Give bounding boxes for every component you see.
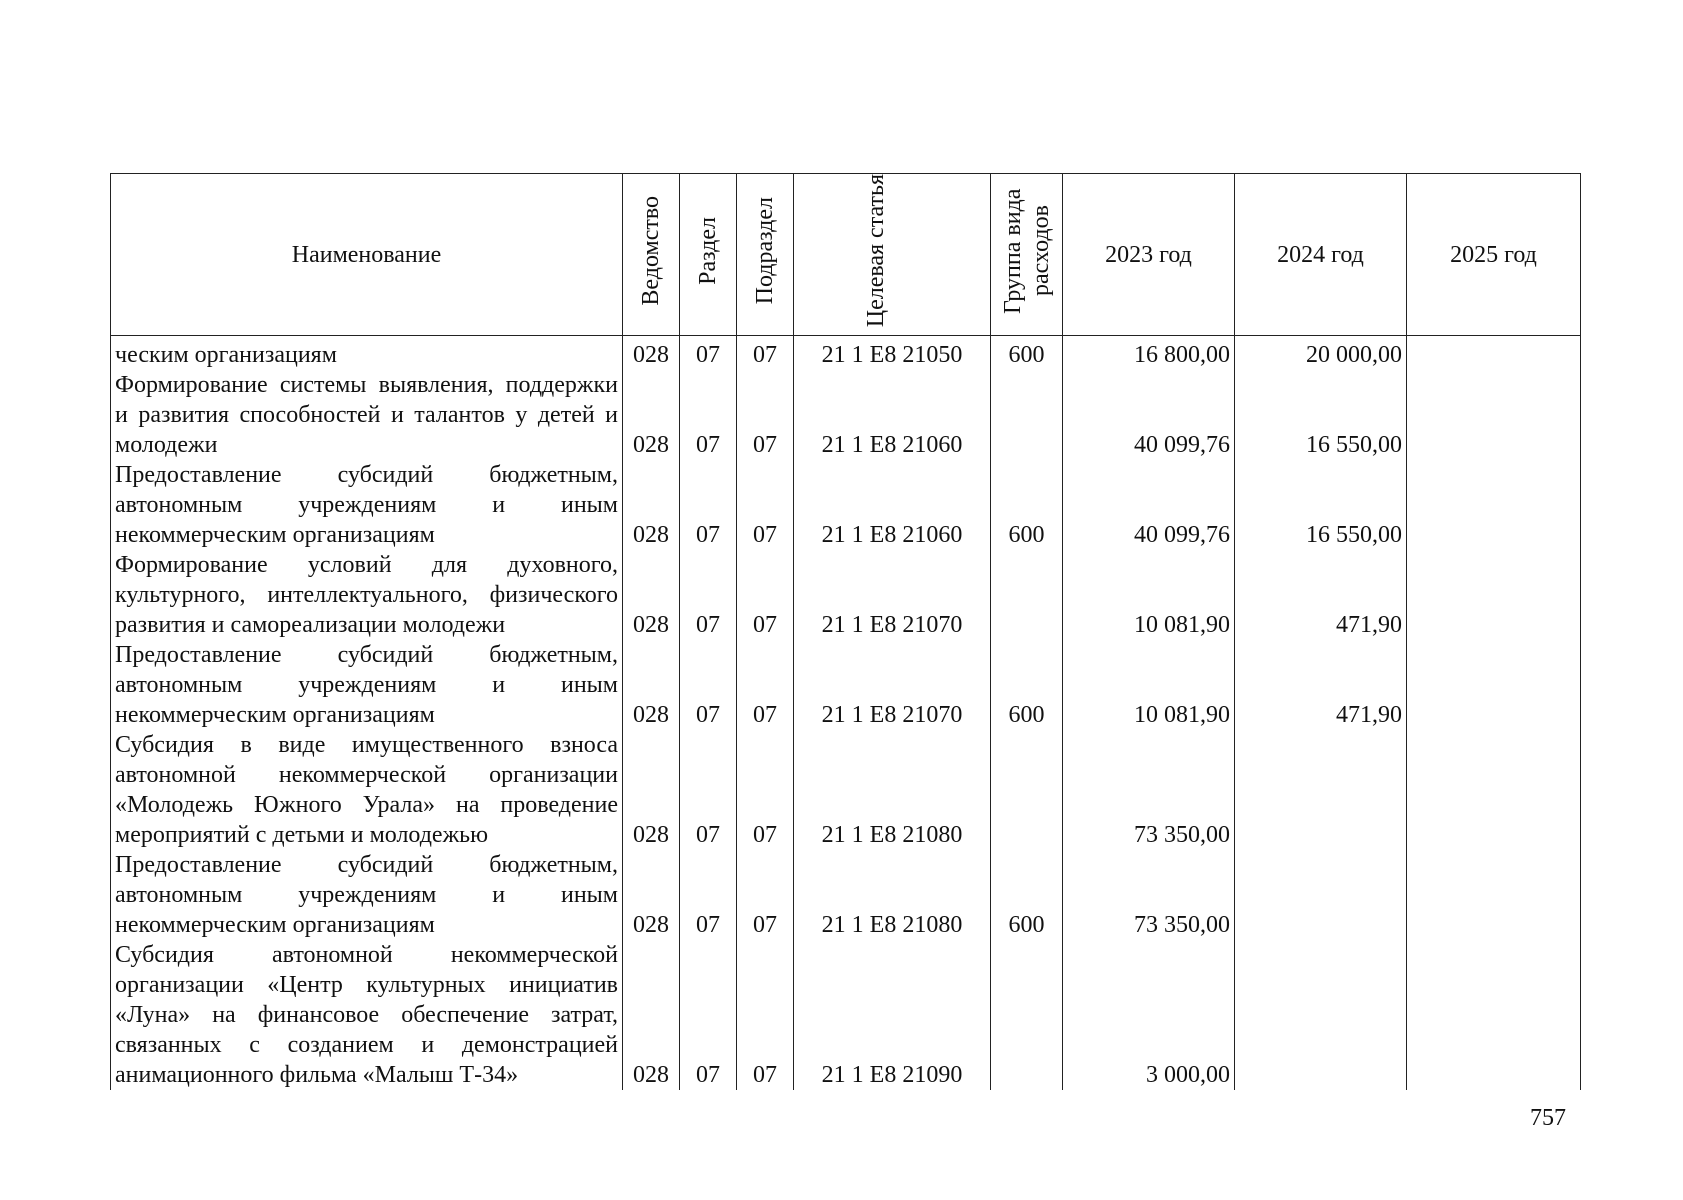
cell-name: Формирование условий для духовного, культурного, интеллектуального, физического развития и самореализации молодежи: [111, 550, 623, 640]
cell-name: ческим организациям: [111, 336, 623, 371]
cell-name: Субсидия в виде имущественного взноса автономной некоммерческой организации «Молодежь Южного Урала» на проведение мероприятий с детьми и молодежью: [111, 730, 623, 850]
cell-podrazdel: 07: [737, 336, 794, 371]
header-name: Наименование: [111, 174, 623, 336]
cell-2024: [1235, 850, 1407, 940]
header-celevaya-statya: Целевая статья: [794, 174, 991, 336]
budget-table: [110, 173, 1581, 1090]
cell-name: Формирование системы выявления, поддержки и развития способностей и талантов у детей и молодежи: [111, 370, 623, 460]
cell-vedomstvo: 028: [623, 550, 680, 640]
cell-vedomstvo: 028: [623, 640, 680, 730]
cell-gruppa-vida-rashodov: [991, 940, 1063, 1090]
cell-podrazdel: 07: [737, 550, 794, 640]
table-row: [111, 640, 1581, 730]
cell-vedomstvo: 028: [623, 940, 680, 1090]
cell-celevaya-statya: 21 1 E8 21050: [794, 336, 991, 371]
cell-podrazdel: 07: [737, 640, 794, 730]
cell-2025: [1407, 730, 1581, 850]
cell-podrazdel: 07: [737, 370, 794, 460]
cell-2024: 16 550,00: [1235, 370, 1407, 460]
cell-celevaya-statya: 21 1 E8 21080: [794, 850, 991, 940]
header-razdel: Раздел: [680, 174, 737, 336]
cell-2024: 471,90: [1235, 640, 1407, 730]
cell-gruppa-vida-rashodov: 600: [991, 640, 1063, 730]
cell-2025: [1407, 336, 1581, 371]
cell-2023: 73 350,00: [1063, 730, 1235, 850]
cell-2025: [1407, 370, 1581, 460]
cell-name: Субсидия автономной некоммерческой организации «Центр культурных инициатив «Луна» на финансовое обеспечение затрат, связанных с созданием и демонстрацией анимационного фильма «Малыш Т-34»: [111, 940, 623, 1090]
cell-gruppa-vida-rashodov: [991, 370, 1063, 460]
table-body: [111, 336, 1581, 1091]
cell-2023: 40 099,76: [1063, 460, 1235, 550]
cell-vedomstvo: 028: [623, 336, 680, 371]
cell-2023: 73 350,00: [1063, 850, 1235, 940]
cell-podrazdel: 07: [737, 460, 794, 550]
cell-2023: 10 081,90: [1063, 640, 1235, 730]
cell-razdel: 07: [680, 550, 737, 640]
cell-2023: 3 000,00: [1063, 940, 1235, 1090]
cell-2025: [1407, 940, 1581, 1090]
header-2024: 2024 год: [1235, 174, 1407, 336]
cell-gruppa-vida-rashodov: [991, 550, 1063, 640]
cell-2025: [1407, 550, 1581, 640]
table-row: [111, 336, 1581, 371]
cell-2025: [1407, 460, 1581, 550]
cell-celevaya-statya: 21 1 E8 21080: [794, 730, 991, 850]
cell-podrazdel: 07: [737, 730, 794, 850]
cell-2025: [1407, 850, 1581, 940]
cell-razdel: 07: [680, 940, 737, 1090]
table-header-row: [111, 174, 1581, 336]
cell-gruppa-vida-rashodov: 600: [991, 460, 1063, 550]
cell-celevaya-statya: 21 1 E8 21060: [794, 460, 991, 550]
cell-gruppa-vida-rashodov: [991, 730, 1063, 850]
table-row: [111, 940, 1581, 1090]
cell-celevaya-statya: 21 1 E8 21070: [794, 550, 991, 640]
page-number: 757: [1530, 1105, 1566, 1131]
cell-razdel: 07: [680, 336, 737, 371]
cell-gruppa-vida-rashodov: 600: [991, 336, 1063, 371]
cell-2023: 40 099,76: [1063, 370, 1235, 460]
table-row: [111, 850, 1581, 940]
cell-2024: 20 000,00: [1235, 336, 1407, 371]
table-row: [111, 460, 1581, 550]
cell-name: Предоставление субсидий бюджетным, автономным учреждениям и иным некоммерческим организациям: [111, 850, 623, 940]
cell-2023: 16 800,00: [1063, 336, 1235, 371]
cell-2024: [1235, 730, 1407, 850]
cell-podrazdel: 07: [737, 940, 794, 1090]
header-2025: 2025 год: [1407, 174, 1581, 336]
cell-gruppa-vida-rashodov: 600: [991, 850, 1063, 940]
cell-2024: 16 550,00: [1235, 460, 1407, 550]
table-row: [111, 370, 1581, 460]
cell-celevaya-statya: 21 1 E8 21070: [794, 640, 991, 730]
header-gruppa-vida-rashodov: Группа вида расходов: [991, 174, 1063, 336]
cell-celevaya-statya: 21 1 E8 21090: [794, 940, 991, 1090]
cell-razdel: 07: [680, 640, 737, 730]
cell-razdel: 07: [680, 850, 737, 940]
cell-name: Предоставление субсидий бюджетным, автономным учреждениям и иным некоммерческим организациям: [111, 460, 623, 550]
header-2023: 2023 год: [1063, 174, 1235, 336]
cell-name: Предоставление субсидий бюджетным, автономным учреждениям и иным некоммерческим организациям: [111, 640, 623, 730]
cell-vedomstvo: 028: [623, 730, 680, 850]
cell-vedomstvo: 028: [623, 370, 680, 460]
cell-podrazdel: 07: [737, 850, 794, 940]
cell-2025: [1407, 640, 1581, 730]
table-row: [111, 550, 1581, 640]
header-vedomstvo: Ведомство: [623, 174, 680, 336]
cell-celevaya-statya: 21 1 E8 21060: [794, 370, 991, 460]
cell-2024: 471,90: [1235, 550, 1407, 640]
cell-vedomstvo: 028: [623, 850, 680, 940]
cell-razdel: 07: [680, 460, 737, 550]
header-podrazdel: Подраздел: [737, 174, 794, 336]
cell-vedomstvo: 028: [623, 460, 680, 550]
cell-2023: 10 081,90: [1063, 550, 1235, 640]
cell-razdel: 07: [680, 730, 737, 850]
cell-2024: [1235, 940, 1407, 1090]
cell-razdel: 07: [680, 370, 737, 460]
table-row: [111, 730, 1581, 850]
